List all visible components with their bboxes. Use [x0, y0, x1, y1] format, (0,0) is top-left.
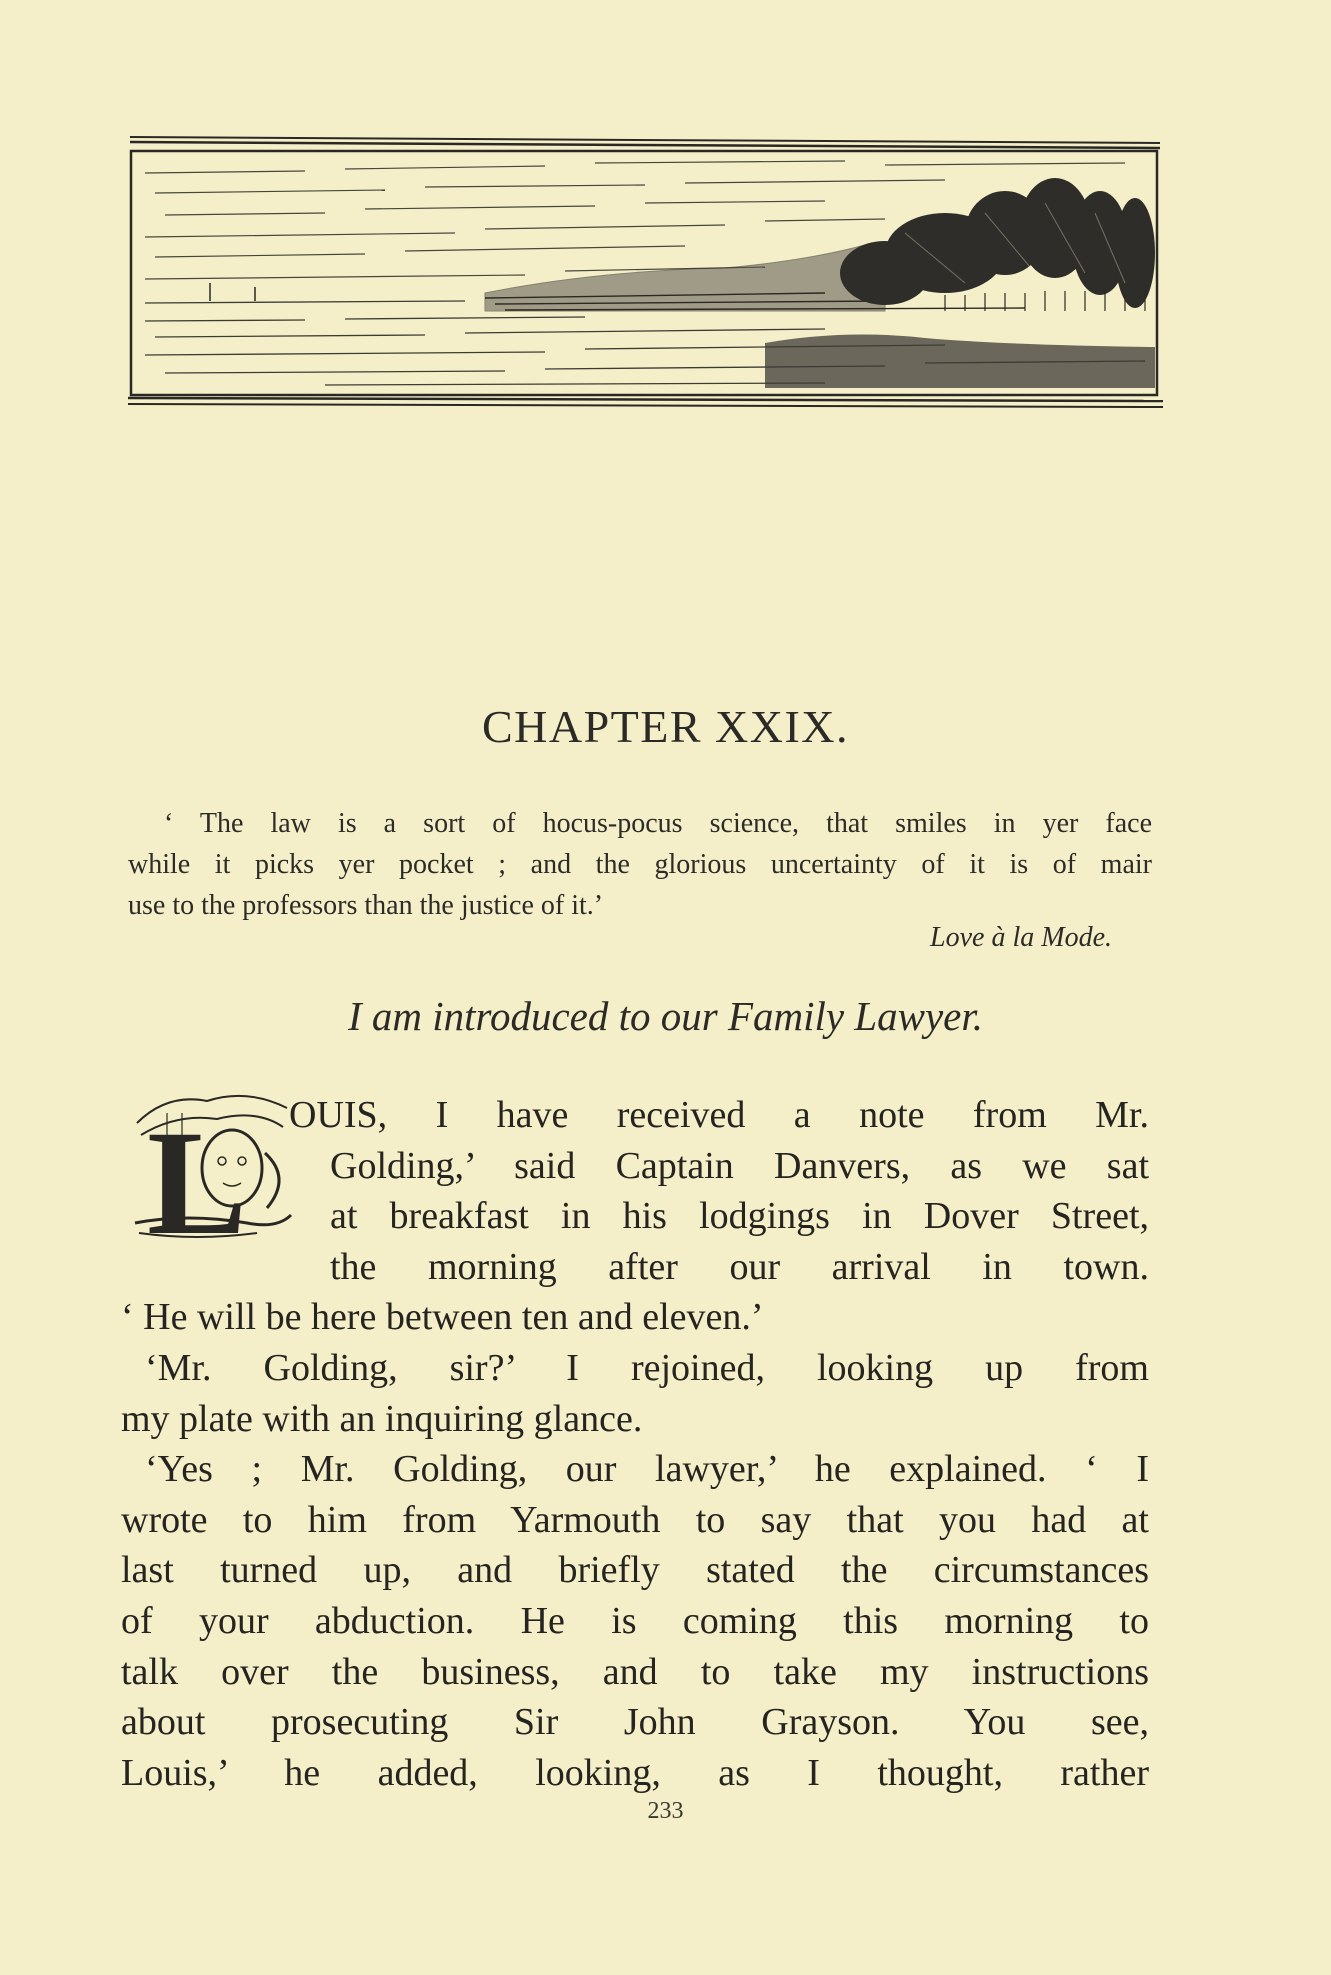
epigraph-source: Love à la Mode. — [930, 922, 1112, 953]
chapter-body-text — [121, 1090, 1149, 1798]
body-line: ‘ He will be here between ten and eleven.’ — [121, 1296, 764, 1339]
epigraph-line: ‘ The law is a sort of hocus-pocus science, that smiles in yer face — [164, 808, 1152, 839]
epigraph-line: use to the professors than the justice of it.’ — [128, 890, 604, 921]
body-line: my plate with an inquiring glance. — [121, 1397, 643, 1440]
body-line: OUIS, I have received a note from Mr. — [289, 1094, 1149, 1136]
chapter-title: CHAPTER XXIX. — [481, 701, 850, 752]
body-line: talk over the business, and to take my instructions — [121, 1650, 1149, 1693]
drop-cap-letter: L — [147, 1100, 248, 1245]
body-line: of your abduction. He is coming this morning to — [121, 1599, 1149, 1642]
epigraph-quote — [128, 803, 1152, 926]
body-line: last turned up, and briefly stated the circumstances — [121, 1549, 1149, 1592]
body-line: ‘Yes ; Mr. Golding, our lawyer,’ he explained. ‘ I — [145, 1448, 1149, 1491]
body-line: wrote to him from Yarmouth to say that you had at — [121, 1498, 1149, 1541]
body-line: at breakfast in his lodgings in Dover Street, — [330, 1195, 1149, 1238]
landscape-headpiece-illustration — [125, 133, 1165, 409]
body-line: ‘Mr. Golding, sir?’ I rejoined, looking up from — [145, 1346, 1149, 1389]
body-line: about prosecuting Sir John Grayson. You see, — [121, 1701, 1149, 1744]
section-heading: I am introduced to our Family Lawyer. — [347, 993, 984, 1039]
page-number: 233 — [647, 1798, 684, 1824]
body-line: the morning after our arrival in town. — [330, 1245, 1149, 1288]
epigraph-line: while it picks yer pocket ; and the glorious uncertainty of it is of mair — [128, 849, 1152, 880]
body-line: Golding,’ said Captain Danvers, as we sat — [330, 1144, 1149, 1187]
body-line: Louis,’ he added, looking, as I thought, rather — [121, 1751, 1149, 1794]
